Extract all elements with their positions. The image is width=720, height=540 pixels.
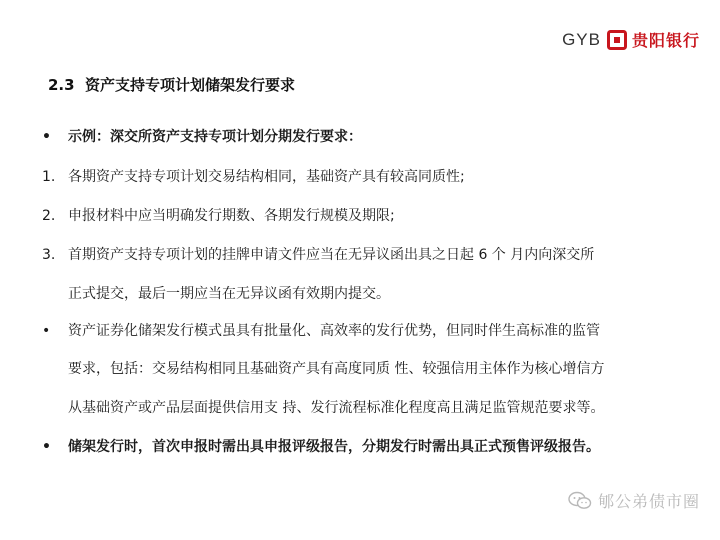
- logo-latin-text: GYB: [562, 29, 601, 49]
- item-number: 1.: [42, 169, 56, 185]
- list-item-3: [42, 244, 594, 266]
- bullet-marker: •: [42, 439, 51, 455]
- rating-text: 储架发行时，首次申报时需出具申报评级报告，分期发行时需出具正式预售评级报告。: [68, 439, 600, 455]
- wechat-icon: [568, 491, 592, 511]
- list-item-2: [42, 205, 395, 227]
- bank-logo: [562, 28, 700, 51]
- bank-emblem-icon: [607, 30, 627, 50]
- watermark-text: 郇公弟债市圈: [597, 492, 700, 511]
- item-text: 各期资产支持专项计划交易结构相同，基础资产具有较高同质性;: [68, 169, 465, 185]
- example-text: 示例：深交所资产支持专项计划分期发行要求：: [68, 129, 362, 145]
- advantage-paragraph: [42, 320, 600, 342]
- bullet-marker: •: [42, 129, 51, 145]
- section-title: [48, 74, 295, 95]
- item-number: 3.: [42, 247, 56, 263]
- logo-bank-name: 贵阳银行: [631, 31, 700, 50]
- example-heading: [42, 126, 362, 148]
- bullet-marker: •: [42, 323, 51, 339]
- list-item-1: [42, 166, 465, 188]
- advantage-line-3: 从基础资产或产品层面提供信用支 持、发行流程标准化程度高且满足监管规范要求等。: [68, 400, 605, 416]
- advantage-line-1: 资产证券化储架发行模式虽具有批量化、高效率的发行优势，但同时伴生高标准的监管: [68, 323, 600, 339]
- section-title-text: 资产支持专项计划储架发行要求: [85, 76, 296, 94]
- item-text: 申报材料中应当明确发行期数、各期发行规模及期限;: [68, 208, 395, 224]
- watermark: [568, 489, 700, 512]
- advantage-line-2: 要求，包括：交易结构相同且基础资产具有高度同质 性、较强信用主体作为核心增信方: [68, 361, 605, 377]
- list-item-3-continuation: 正式提交，最后一期应当在无异议函有效期内提交。: [68, 286, 390, 302]
- item-number: 2.: [42, 208, 56, 224]
- item-text: 首期资产支持专项计划的挂牌申请文件应当在无异议函出具之日起 6 个 月内向深交所: [68, 247, 595, 263]
- section-number: 2.3: [48, 76, 75, 94]
- rating-paragraph: [42, 436, 600, 458]
